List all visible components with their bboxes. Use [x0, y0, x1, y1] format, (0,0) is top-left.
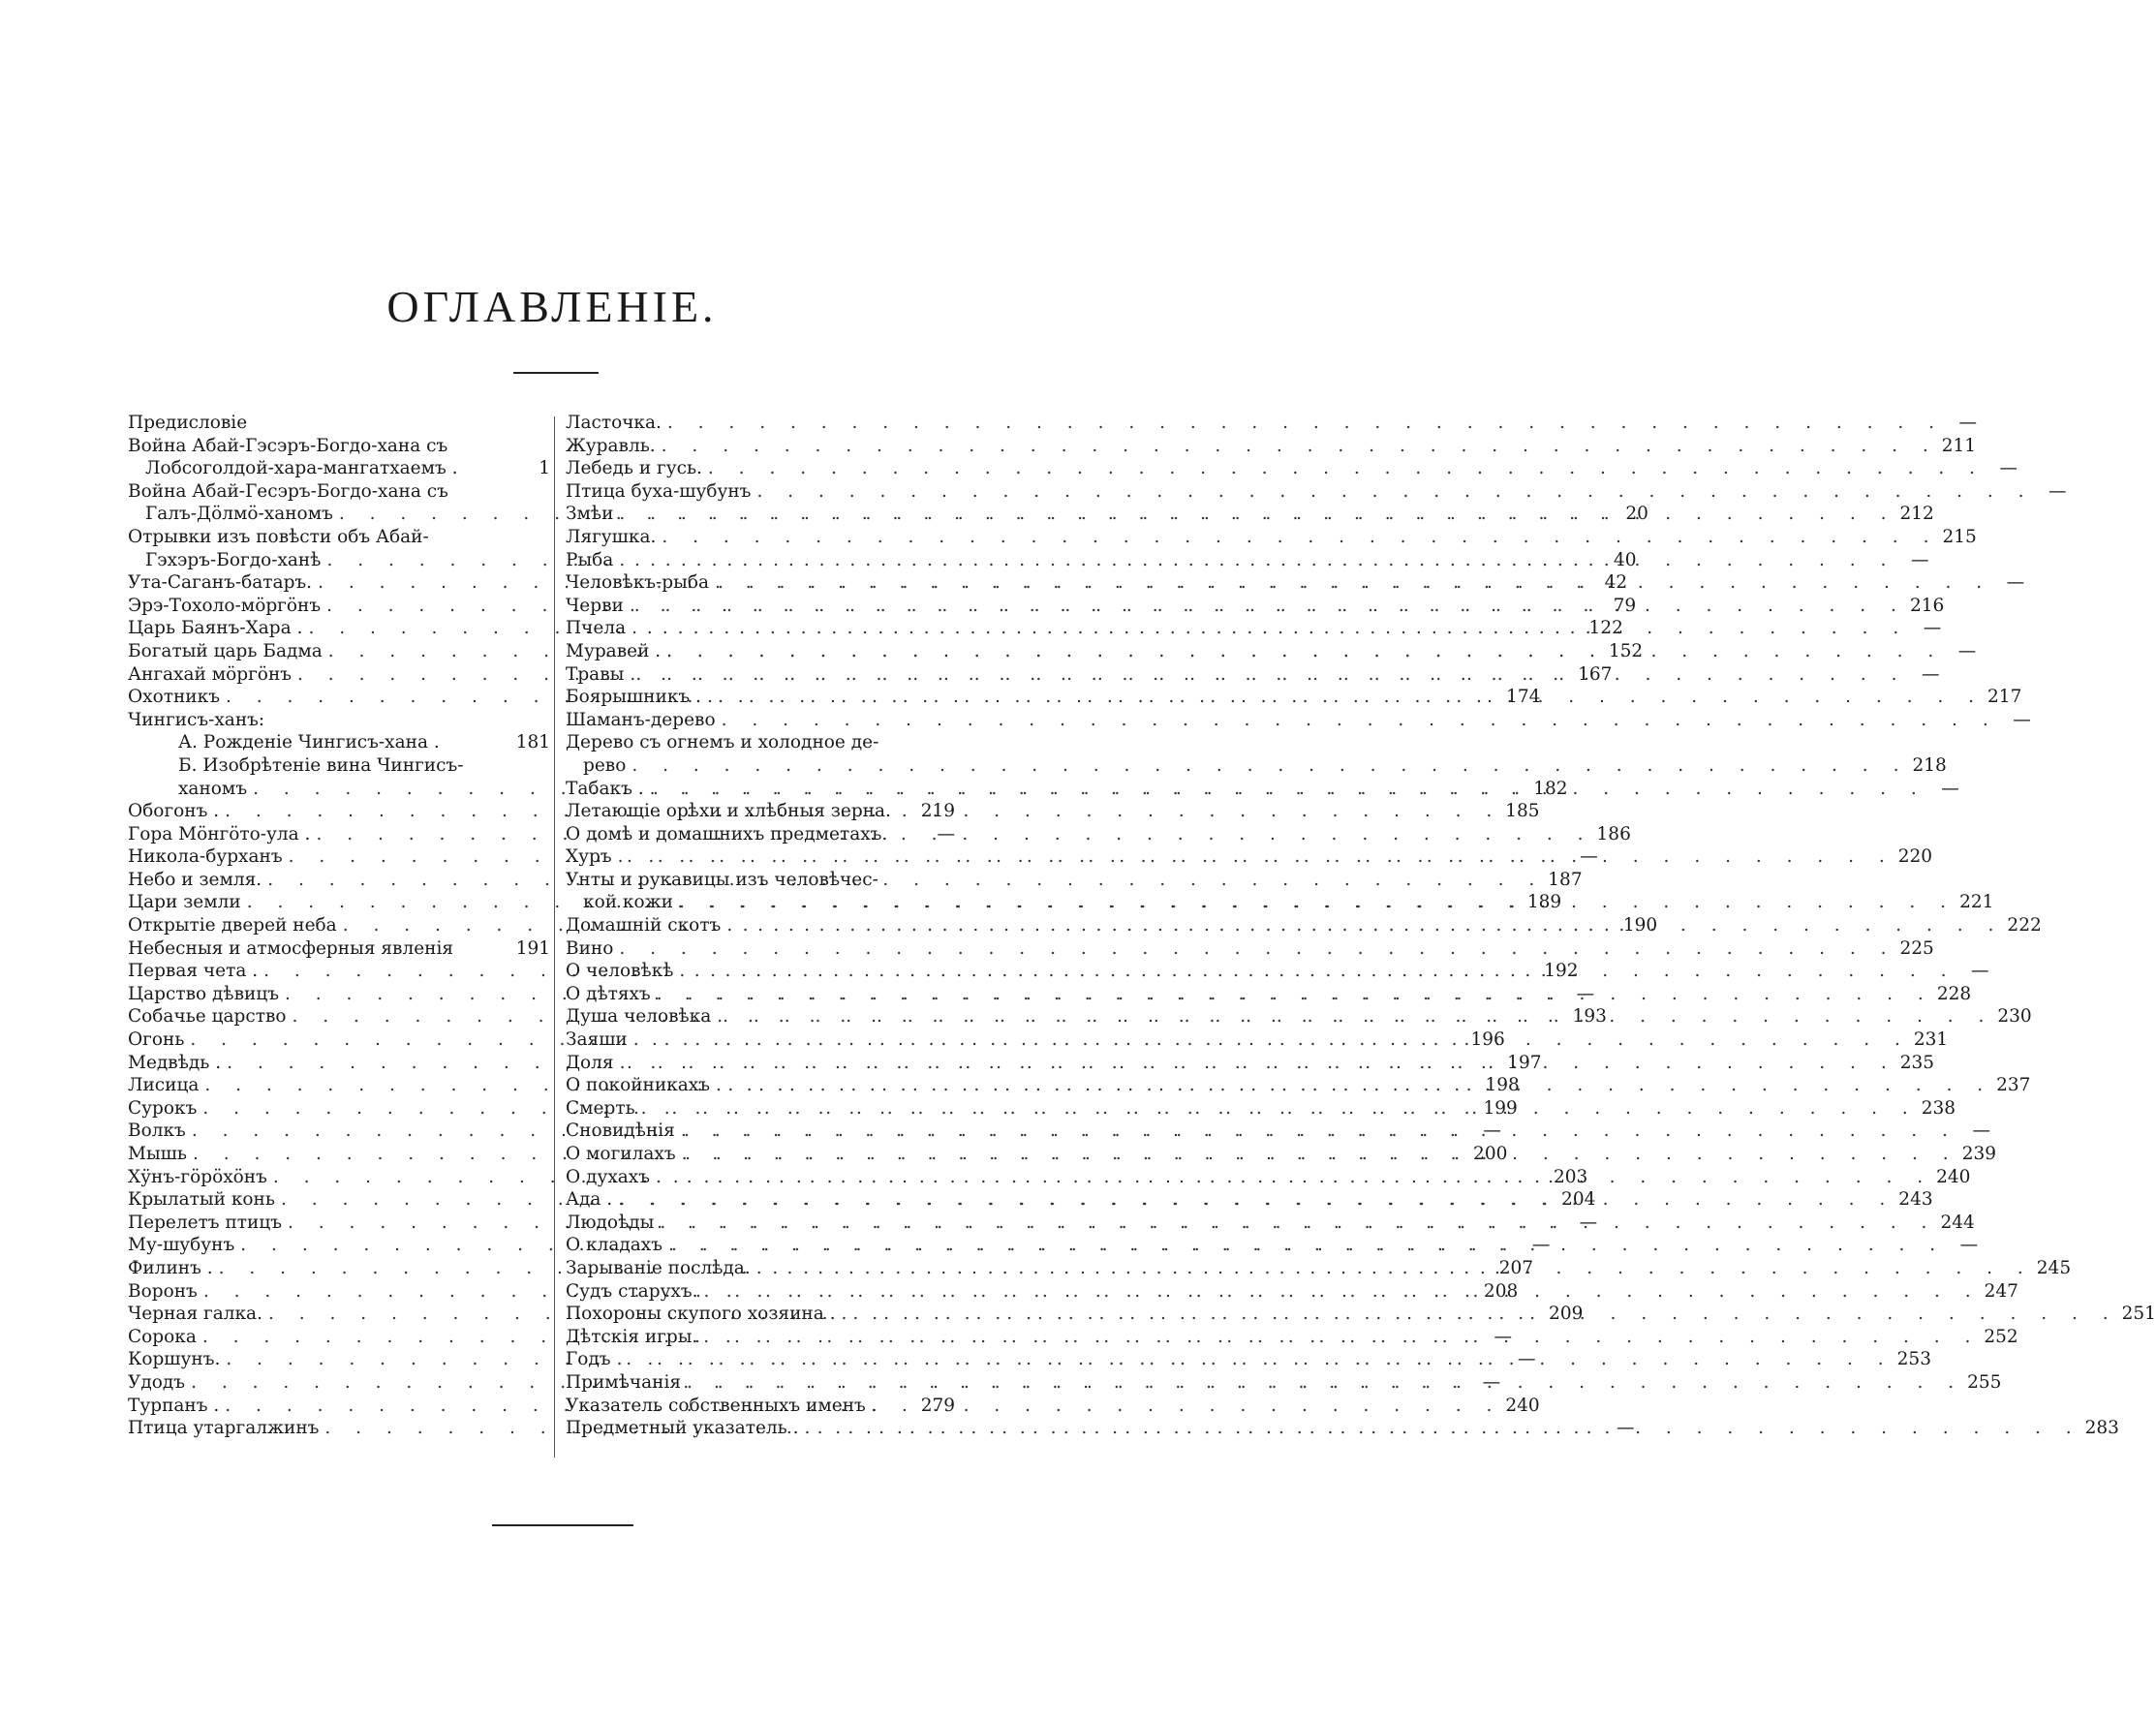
toc-entry-title: Дерево съ огнемъ и холодное де- [566, 732, 879, 753]
toc-entry-title: Лисица [128, 1075, 200, 1096]
toc-entry-page: 196 [1470, 1029, 1505, 1051]
toc-entry-page: 228 [1936, 983, 1972, 1004]
toc-entry-page: 279 [920, 1395, 955, 1416]
toc-entry-page: — [1517, 1349, 1536, 1370]
toc-leader-dots [661, 640, 1943, 663]
toc-entry-page: 181 [515, 732, 550, 753]
toc-leader-dots [651, 983, 1933, 1006]
toc-entry [566, 1212, 1975, 1235]
toc-entry-page: — [1531, 1235, 1551, 1256]
toc-entry-title: Гора Мӧнгӧто-ула . [128, 823, 311, 844]
toc-entry-page: 215 [1942, 526, 1977, 547]
toc-entry-title: Летающіе орѣхи и хлѣбныя зерна. [566, 801, 891, 822]
toc-entry [566, 1326, 2018, 1349]
toc-entry-title: Шаманъ-дерево [566, 709, 716, 730]
toc-entry-page: 189 [1526, 892, 1562, 913]
toc-entry-title: Медвѣдь . [128, 1052, 222, 1073]
toc-leader-dots [710, 1074, 1992, 1097]
toc-entry-page: 20 [1625, 504, 1648, 525]
toc-leader-dots [613, 503, 1895, 526]
toc-entry-page: 218 [1912, 754, 1947, 776]
toc-entry [566, 1395, 955, 1418]
toc-entry-page: 198 [1485, 1075, 1520, 1096]
toc-leader-dots [701, 686, 1984, 709]
toc-entry-title: Душа человѣка [566, 1006, 712, 1028]
toc-entry [566, 1348, 1931, 1371]
toc-entry-page: 221 [1959, 892, 1994, 913]
toc-entry [566, 937, 1934, 961]
toc-entry-title: Гэхэръ-Богдо-ханѣ [145, 549, 322, 570]
toc-leader-dots [656, 435, 1938, 458]
toc-entry-page: 122 [1588, 618, 1623, 639]
toc-entry [128, 480, 550, 504]
toc-entry-page: 222 [2007, 915, 2042, 936]
page-title: ОГЛАВЛЕНІЕ. [386, 282, 718, 331]
toc-entry-title: Хӱнъ-гӧрӧхӧнъ [128, 1166, 267, 1187]
toc-entry-page: 40 [1613, 549, 1637, 570]
toc-entry-page: 235 [1899, 1052, 1935, 1073]
toc-entry-title: О дѣтяхъ [566, 983, 651, 1004]
toc-entry-title: Турпанъ . [128, 1395, 220, 1416]
toc-entry-page: 243 [1898, 1189, 1933, 1211]
toc-leader-dots [711, 1005, 1993, 1028]
toc-entry-title: Война Абай-Гэсэръ-Богдо-хана съ [128, 435, 448, 456]
toc-entry-title: Сновидѣнія [566, 1120, 675, 1142]
toc-entry-title: Похороны скупого хозяина . [566, 1304, 836, 1325]
toc-entry [566, 457, 2018, 480]
toc-entry-page: 225 [1899, 937, 1934, 959]
toc-entry-page: — [1494, 1326, 1512, 1347]
toc-entry-title: Галъ-Дӧлмӧ-ханомъ [145, 504, 333, 525]
toc-entry-title: Дѣтскія игры. [566, 1326, 698, 1347]
toc-entry [128, 709, 550, 732]
toc-leader-dots [697, 1326, 1980, 1349]
toc-entry-title: О домѣ и домашнихъ предметахъ. [566, 823, 888, 844]
toc-entry-title: Предметный указатель . [566, 1418, 799, 1439]
toc-entry-page: 239 [1961, 1144, 1996, 1164]
toc-entry [566, 480, 2067, 504]
toc-entry-page: 167 [1578, 663, 1613, 685]
toc-entry-title: Заяши [566, 1029, 628, 1051]
toc-leader-dots [681, 1371, 1963, 1395]
toc-entry [566, 526, 1977, 549]
toc-entry-page: 185 [1505, 801, 1540, 822]
toc-entry-title: Смерть [566, 1097, 635, 1119]
toc-leader-dots [675, 1120, 1957, 1143]
toc-entry-title: Указатель собственныхъ именъ . [566, 1395, 878, 1416]
toc-entry-page: 253 [1896, 1349, 1931, 1370]
toc-entry-title: Небесныя и атмосферныя явленія [128, 937, 454, 959]
toc-leader-dots [628, 1028, 1910, 1052]
toc-entry-page: 152 [1608, 640, 1644, 661]
toc-entry-title: Собачье царство [128, 1006, 287, 1028]
toc-entry [566, 983, 1972, 1006]
toc-entry-title: Лебедь и гусь. [566, 458, 702, 479]
toc-entry-title: Предисловіе [128, 413, 248, 433]
toc-entry-page: 1 [539, 458, 550, 479]
toc-entry-page: 212 [1899, 504, 1934, 525]
toc-leader-dots [799, 1417, 2081, 1440]
toc-entry-title: Человѣкъ-рыба [566, 572, 710, 594]
toc-entry-page: 182 [1533, 778, 1568, 799]
toc-leader-dots [624, 595, 1906, 618]
toc-entry-page: 204 [1561, 1189, 1596, 1211]
toc-leader-dots [613, 937, 1895, 961]
toc-entry-title: Муравей . [566, 640, 662, 661]
toc-entry-page: 191 [515, 937, 550, 959]
toc-entry-page: — [1941, 778, 1959, 799]
toc-entry-title: Ласточка. [566, 413, 662, 433]
toc-leader-dots [626, 754, 1908, 778]
toc-entry [566, 731, 955, 754]
toc-entry-page: 240 [1505, 1395, 1540, 1416]
toc-entry-title: Охотникъ [128, 687, 220, 708]
toc-leader-dots [614, 1052, 1896, 1075]
toc-entry-title: Хуръ [566, 846, 612, 868]
toc-leader-dots [612, 845, 1894, 869]
toc-entry-title: Царь Баянъ-Хара . [128, 618, 303, 639]
toc-leader-dots [626, 617, 1908, 640]
toc-leader-dots [673, 891, 1956, 914]
toc-entry-page: 283 [2084, 1418, 2119, 1439]
toc-entry-page: 217 [1987, 687, 2022, 708]
toc-entry-page: 186 [1596, 823, 1631, 844]
toc-entry-page: — [1923, 618, 1942, 639]
toc-entry-page: 220 [1897, 846, 1933, 868]
toc-entry-page: 251 [2121, 1304, 2156, 1325]
toc-entry [566, 800, 955, 823]
toc-entry-title: Царство дѣвицъ [128, 983, 279, 1004]
toc-entry-title: кой кожи [583, 892, 673, 913]
toc-entry-title: Ута-Саганъ-батаръ. [128, 572, 313, 594]
toc-entry-title: Домашній скотъ [566, 915, 722, 936]
toc-leader-dots [716, 709, 1998, 732]
toc-entry-page: 193 [1572, 1006, 1607, 1028]
toc-leader-dots [721, 914, 2003, 937]
toc-entry-page: 231 [1913, 1029, 1949, 1051]
toc-entry-title: Открытіе дверей неба [128, 915, 337, 936]
toc-entry-title: Змѣи [566, 504, 614, 525]
toc-entry [566, 435, 1977, 458]
toc-entry-title: Му-шубунъ [128, 1235, 235, 1256]
toc-entry-title: О покойникахъ [566, 1075, 711, 1096]
toc-entry-title: Филинъ . [128, 1257, 213, 1278]
toc-entry-page: — [2048, 480, 2067, 502]
toc-entry-page: 230 [1997, 1006, 2032, 1028]
toc-entry-title: Вино [566, 937, 614, 959]
toc-entry-page: — [1483, 1120, 1501, 1142]
toc-entry-page: — [2013, 709, 2031, 730]
toc-leader-dots [635, 1097, 1918, 1120]
toc-leader-dots [751, 1257, 2033, 1280]
toc-entry [566, 709, 2031, 732]
toc-entry-page: — [1971, 961, 1989, 982]
toc-entry-title: Доля [566, 1052, 614, 1073]
toc-entry-title: Огонь [128, 1029, 185, 1051]
toc-entry-page: 247 [1984, 1280, 2018, 1302]
toc-leader-dots [662, 1234, 1945, 1257]
toc-entry-title: Ада . [566, 1189, 613, 1211]
toc-entry-page: — [2006, 572, 2025, 594]
toc-leader-dots [650, 1166, 1932, 1189]
toc-entry-title: Судъ старухъ. [566, 1280, 698, 1302]
toc-leader-dots [702, 457, 1985, 480]
toc-entry-page: — [1958, 413, 1977, 433]
toc-entry-page: 192 [1544, 961, 1579, 982]
toc-leader-dots [644, 778, 1926, 801]
toc-entry-page: — [1579, 1212, 1598, 1233]
toc-entry-page: — [1482, 1371, 1501, 1393]
toc-leader-dots [836, 1303, 2118, 1326]
toc-leader-dots [656, 526, 1938, 549]
toc-entry-page: 187 [1548, 869, 1583, 890]
toc-entry-page: 216 [1909, 595, 1945, 616]
toc-entry-title: Черная галка. [128, 1304, 262, 1325]
toc-entry [128, 457, 550, 480]
title-rule [513, 372, 599, 374]
toc-leader-dots [673, 960, 1956, 983]
toc-entry-page: 245 [2036, 1257, 2072, 1278]
toc-entry-title: Эрэ-Тохоло-мӧргӧнъ [128, 595, 322, 616]
toc-entry-title: Рыба [566, 549, 614, 570]
toc-entry-title: Отрывки изъ повѣсти объ Абай- [128, 526, 429, 547]
toc-entry-title: Небо и земля. [128, 869, 262, 890]
toc-entry-page: — [1617, 1418, 1635, 1439]
toc-entry-page: — [1999, 458, 2018, 479]
toc-leader-dots [611, 1348, 1894, 1371]
column-divider [554, 416, 555, 1458]
toc-entry-page: 197 [1507, 1052, 1542, 1073]
toc-entry-page: 207 [1498, 1257, 1534, 1278]
toc-entry-page: — [1910, 549, 1929, 570]
toc-entry-title: рево [583, 754, 627, 776]
toc-entry-title: Людоѣды [566, 1212, 655, 1233]
toc-entry-title: Лобсоголдой-хара-мангатхаемъ . [145, 458, 458, 479]
toc-entry-page: 237 [1996, 1075, 2031, 1096]
toc-entry-page: 200 [1473, 1144, 1508, 1164]
toc-entry-title: Журавль. [566, 435, 656, 456]
toc-entry-title: Первая чета . [128, 961, 259, 982]
toc-leader-dots [698, 1280, 1981, 1304]
toc-entry-title: Б. Изобрѣтеніе вина Чингисъ- [178, 754, 464, 776]
toc-entry-page: 240 [1936, 1166, 1971, 1187]
toc-entry-title: Годъ [566, 1349, 611, 1370]
toc-entry-page: 190 [1622, 915, 1658, 936]
toc-entry-title: Воронъ [128, 1280, 198, 1302]
toc-entry-title: Сорока [128, 1326, 197, 1347]
toc-entry-title: Цари земли [128, 892, 241, 913]
toc-entry-page: — [1921, 663, 1940, 685]
toc-entry [128, 731, 550, 754]
toc-entry [566, 1120, 1990, 1143]
toc-entry-page: 252 [1984, 1326, 2018, 1347]
toc-leader-dots [751, 480, 2033, 504]
toc-entry-title: Коршунъ. [128, 1349, 221, 1370]
toc-entry-title: О духахъ [566, 1166, 650, 1187]
toc-entry-title: Пчела [566, 618, 627, 639]
toc-entry-title: Мышь [128, 1144, 187, 1164]
toc-entry-page: — [1580, 846, 1598, 868]
toc-leader-dots [662, 412, 1944, 435]
toc-entry-page: 174 [1506, 687, 1541, 708]
toc-entry-page: 211 [1941, 435, 1977, 456]
toc-entry-title: Примѣчанія [566, 1371, 682, 1393]
toc-entry-title: Лягушка. [566, 526, 657, 547]
toc-entry-title: Богатый царь Бадма [128, 640, 323, 661]
toc-entry [128, 937, 550, 961]
toc-entry-page: — [937, 823, 955, 844]
toc-entry-page: 255 [1967, 1371, 2002, 1393]
toc-entry-title: Черви [566, 595, 624, 616]
toc-entry-title: Зарываніе послѣда. [566, 1257, 751, 1278]
toc-entry [566, 754, 1947, 778]
toc-entry-page: 208 [1483, 1280, 1519, 1302]
toc-entry [566, 869, 955, 892]
toc-entry-page: 209 [1549, 1304, 1584, 1325]
toc-entry-title: Травы [566, 663, 625, 685]
toc-entry-title: О могилахъ [566, 1144, 676, 1164]
toc-entry [566, 823, 955, 846]
toc-entry-title: Удодъ [128, 1371, 186, 1393]
toc-entry-page: 219 [920, 801, 955, 822]
toc-leader-dots [676, 1143, 1958, 1166]
toc-entry [128, 526, 550, 549]
toc-entry-title: Птица утаргалжинъ [128, 1418, 320, 1439]
toc-entry-title: Боярышникъ . [566, 687, 701, 708]
toc-entry [566, 1417, 2119, 1440]
toc-entry [566, 412, 1977, 435]
toc-entry-title: Война Абай-Гесэръ-Богдо-хана съ [128, 480, 448, 502]
toc-entry-title: Птица буха-шубунъ [566, 480, 752, 502]
toc-leader-dots [613, 549, 1895, 572]
toc-entry-page: 244 [1940, 1212, 1975, 1233]
toc-entry-title: А. Рожденіе Чингисъ-хана . [178, 732, 440, 753]
toc-entry-title: Ангахай мӧргӧнъ [128, 663, 293, 685]
toc-entry [566, 1234, 1979, 1257]
toc-entry-title: Обогонъ . [128, 801, 220, 822]
toc-entry-title: Перелетъ птицъ [128, 1212, 283, 1233]
toc-leader-dots [709, 571, 1991, 595]
toc-entry-page: 199 [1483, 1097, 1518, 1119]
toc-leader-dots [612, 1188, 1894, 1212]
toc-leader-dots [624, 663, 1906, 687]
toc-entry-page: — [1959, 1235, 1979, 1256]
toc-entry-page: — [1576, 983, 1595, 1004]
toc-leader-dots [654, 1212, 1936, 1235]
toc-entry-title: Никола-бурханъ [128, 846, 283, 868]
toc-entry-page: 79 [1613, 595, 1637, 616]
toc-entry-page: 42 [1604, 572, 1628, 594]
toc-entry [128, 435, 550, 458]
toc-entry [566, 1371, 2002, 1395]
toc-entry-title: Унты и рукавицы изъ человѣчес- [566, 869, 878, 890]
toc-entry-title: ханомъ [178, 778, 248, 799]
toc-entry-page: — [1957, 640, 1977, 661]
toc-entry-title: О кладахъ [566, 1235, 663, 1256]
toc-entry-page: 238 [1921, 1097, 1956, 1119]
end-rule [492, 1524, 633, 1526]
toc-entry-page: 203 [1553, 1166, 1588, 1187]
toc-entry [128, 754, 550, 778]
toc-entry-title: О человѣкѣ [566, 961, 674, 982]
toc-entry-title: Волкъ [128, 1120, 186, 1142]
toc-entry-title: Сурокъ [128, 1097, 198, 1119]
toc-entry [566, 845, 1933, 869]
toc-entry-title: Чингисъ-ханъ: [128, 709, 265, 730]
toc-entry-page: — [1972, 1120, 1990, 1142]
toc-entry-title: Табакъ . [566, 778, 644, 799]
toc-entry [128, 412, 550, 435]
toc-entry-title: Крылатый конь [128, 1189, 275, 1211]
